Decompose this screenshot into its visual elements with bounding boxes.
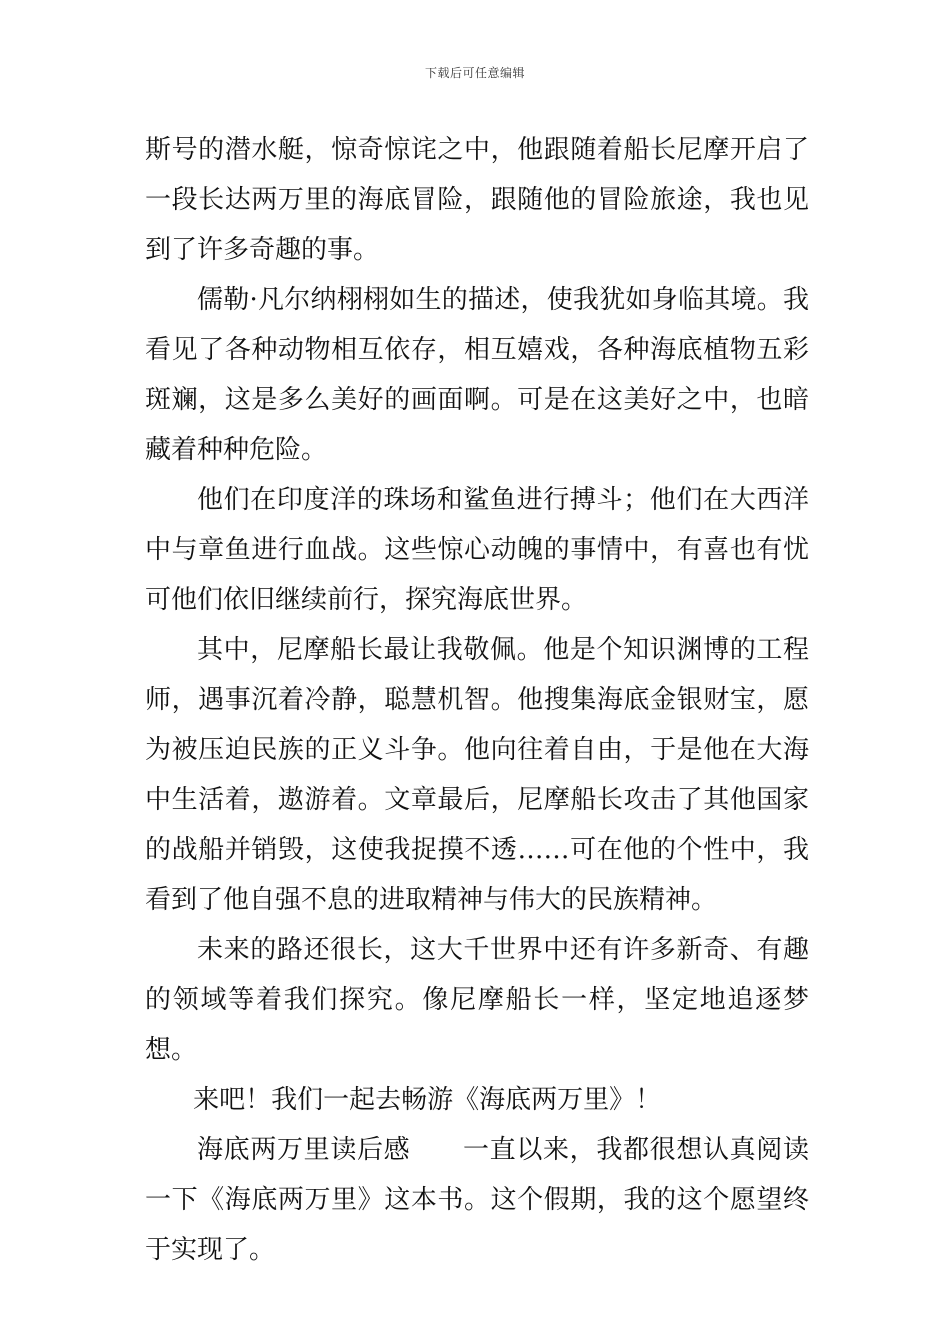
paragraph-4: 其中，尼摩船长最让我敬佩。他是个知识渊博的工程师，遇事沉着冷静，聪慧机智。他搜集海底金银财宝，愿为被压迫民族的正义斗争。他向往着自由，于是他在大海中生活着，遨游着。文章最后，尼摩船长攻击了其他国家的战船并销毁，这使我捉摸不透……可在他的个性中，我看到了他自强不息的进取精神与伟大的民族精神。 xyxy=(145,635,809,915)
paragraph-5: 未来的路还很长，这大千世界中还有许多新奇、有趣的领域等着我们探究。像尼摩船长一样，坚定地追逐梦想。 xyxy=(145,935,809,1065)
paragraph-7-text: 一直以来，我都很想认真阅读一下《海底两万里》这本书。这个假期，我的这个愿望终于实现了。 xyxy=(145,1135,809,1265)
document-body xyxy=(145,125,809,1275)
paragraph-3: 他们在印度洋的珠场和鲨鱼进行搏斗；他们在大西洋中与章鱼进行血战。这些惊心动魄的事情中，有喜也有忧可他们依旧继续前行，探究海底世界。 xyxy=(145,485,809,615)
paragraph-2: 儒勒·凡尔纳栩栩如生的描述，使我犹如身临其境。我看见了各种动物相互依存，相互嬉戏，各种海底植物五彩斑斓，这是多么美好的画面啊。可是在这美好之中，也暗藏着种种危险。 xyxy=(145,285,809,465)
paragraph-7 xyxy=(145,1125,809,1275)
paragraph-6: 来吧！我们一起去畅游《海底两万里》！ xyxy=(193,1085,662,1115)
essay-title: 海底两万里读后感 xyxy=(197,1135,411,1165)
page-header: 下载后可任意编辑 xyxy=(424,66,525,80)
paragraph-1: 斯号的潜水艇，惊奇惊诧之中，他跟随着船长尼摩开启了一段长达两万里的海底冒险，跟随他的冒险旅途，我也见到了许多奇趣的事。 xyxy=(145,135,809,265)
